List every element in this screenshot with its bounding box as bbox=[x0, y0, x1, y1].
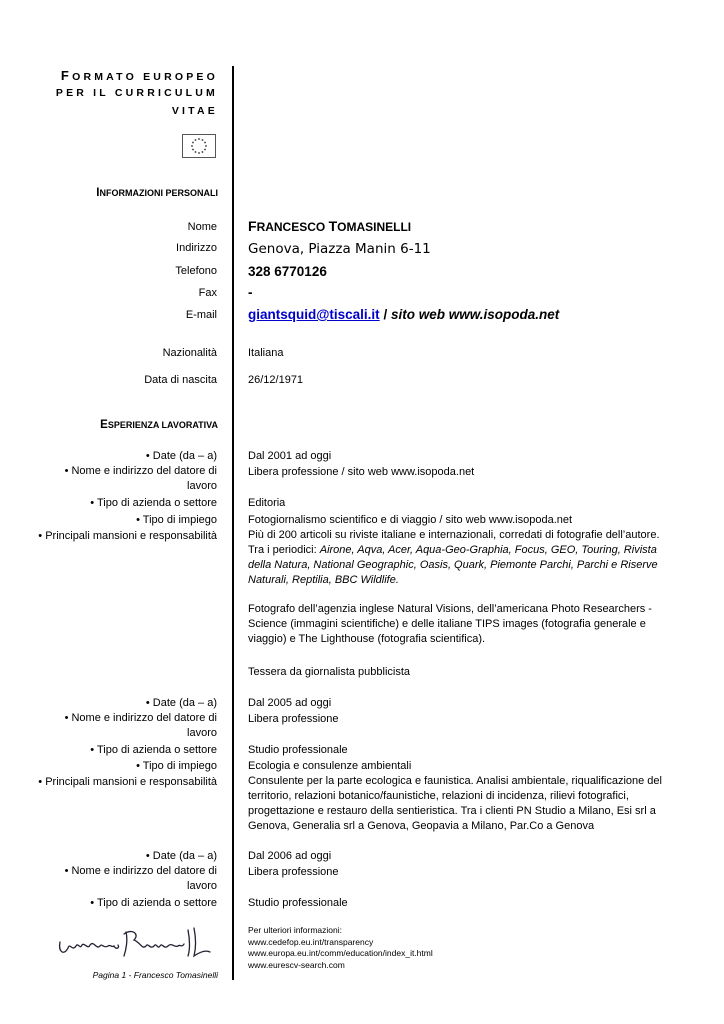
job2-sector: Studio professionale bbox=[248, 744, 348, 756]
label-employer: • Nome e indirizzo del datore di lavoro bbox=[64, 712, 217, 739]
footer-link-eurescv[interactable]: www.eurescv-search.com bbox=[248, 959, 345, 970]
label-fax: Fax bbox=[198, 287, 217, 299]
cv-title-line-2: PER IL CURRICULUM bbox=[55, 87, 218, 99]
page-footer: Pagina 1 - Francesco Tomasinelli bbox=[92, 970, 218, 980]
value-address: Genova, Piazza Manin 6-11 bbox=[248, 241, 431, 257]
label-dates: • Date (da – a) bbox=[145, 850, 217, 862]
job1-agency: Fotografo dell’agenzia inglese Natural Visions, dell’americana Photo Researchers - Science (immagini scientifiche) e delle italiane TIPS images (fotografia generale e viaggio) e The Lighthouse (fotografia scientifica). bbox=[248, 603, 652, 645]
footer-link-cedefop[interactable]: www.cedefop.eu.int/transparency bbox=[248, 936, 374, 947]
value-email: giantsquid@tiscali.it / sito web www.isopoda.net bbox=[248, 307, 560, 322]
label-sector: • Tipo di azienda o settore bbox=[90, 897, 217, 909]
label-dates: • Date (da – a) bbox=[145, 450, 217, 462]
value-name: FRANCESCO TOMASINELLI bbox=[248, 218, 412, 234]
label-name: Nome bbox=[187, 221, 217, 233]
job1-dates: Dal 2001 ad oggi bbox=[248, 450, 332, 462]
label-nationality: Nazionalità bbox=[162, 347, 217, 359]
cv-title-line-1: FORMATO EUROPEO bbox=[60, 68, 218, 83]
label-duties: • Principali mansioni e responsabilità bbox=[38, 530, 217, 542]
label-role: • Tipo di impiego bbox=[136, 514, 217, 526]
signature bbox=[54, 920, 214, 968]
job1-role: Fotogiornalismo scientifico e di viaggio / sito web www.isopoda.net bbox=[248, 514, 573, 526]
job2-duties: Consulente per la parte ecologica e faunistica. Analisi ambientale, riqualificazione del territorio, relazioni botanico/faunistiche, relazioni di incidenza, rilievi fotografici, progettazione e restauro della sentieristica. Tra i clienti PN Studio a Milano, Esi srl a Genova, Generalia srl a Genova, Geopavia a Milano, Par.Co a Genova bbox=[248, 775, 662, 832]
cv-title-line-3: VITAE bbox=[171, 105, 218, 117]
email-link[interactable]: giantsquid@tiscali.it bbox=[248, 307, 380, 322]
job2-role: Ecologia e consulenze ambientali bbox=[248, 760, 412, 772]
job2-employer: Libera professione bbox=[248, 713, 339, 725]
label-dates: • Date (da – a) bbox=[145, 697, 217, 709]
label-duties: • Principali mansioni e responsabilità bbox=[38, 776, 217, 788]
website-text: sito web www.isopoda.net bbox=[390, 307, 560, 322]
label-address: Indirizzo bbox=[176, 242, 217, 254]
label-sector: • Tipo di azienda o settore bbox=[90, 497, 217, 509]
job3-sector: Studio professionale bbox=[248, 897, 348, 909]
job1-card: Tessera da giornalista pubblicista bbox=[248, 666, 411, 678]
label-email: E-mail bbox=[185, 309, 217, 321]
label-role: • Tipo di impiego bbox=[136, 760, 217, 772]
label-employer: • Nome e indirizzo del datore di lavoro bbox=[64, 865, 217, 892]
value-fax: - bbox=[248, 285, 253, 300]
footer-info-title: Per ulteriori informazioni: bbox=[248, 925, 343, 935]
vertical-divider bbox=[232, 66, 234, 980]
job1-duties: Più di 200 articoli su riviste italiane e internazionali, corredati di fotografie dell’autore. Tra i periodici: Airone, Aqva, Acer, Aqua-Geo-Graphia, Focus, GEO, Touring, Rivista della Natura, National Geographic, Oasis, Quark, Piemonte Parchi, Parchi e Riserve Naturali, Reptilia, BBC Wildlife. bbox=[248, 529, 660, 586]
job1-sector: Editoria bbox=[248, 497, 286, 509]
label-employer: • Nome e indirizzo del datore di lavoro bbox=[64, 465, 217, 492]
eu-flag-icon bbox=[182, 134, 216, 158]
footer-info bbox=[248, 925, 433, 971]
value-phone: 328 6770126 bbox=[248, 264, 327, 279]
job1-employer: Libera professione / sito web www.isopoda.net bbox=[248, 466, 475, 478]
value-birth-date: 26/12/1971 bbox=[248, 374, 304, 386]
label-sector: • Tipo di azienda o settore bbox=[90, 744, 217, 756]
job2-dates: Dal 2005 ad oggi bbox=[248, 697, 332, 709]
section-work-experience: ESPERIENZA LAVORATIVA bbox=[100, 419, 218, 431]
footer-link-europa[interactable]: www.europa.eu.int/comm/education/index_it.html bbox=[248, 948, 433, 958]
value-nationality: Italiana bbox=[248, 347, 284, 359]
label-phone: Telefono bbox=[175, 265, 217, 277]
job3-employer: Libera professione bbox=[248, 866, 339, 878]
section-personal-info: INFORMAZIONI PERSONALI bbox=[96, 187, 218, 199]
label-birth-date: Data di nascita bbox=[144, 374, 217, 386]
job3-dates: Dal 2006 ad oggi bbox=[248, 850, 332, 862]
